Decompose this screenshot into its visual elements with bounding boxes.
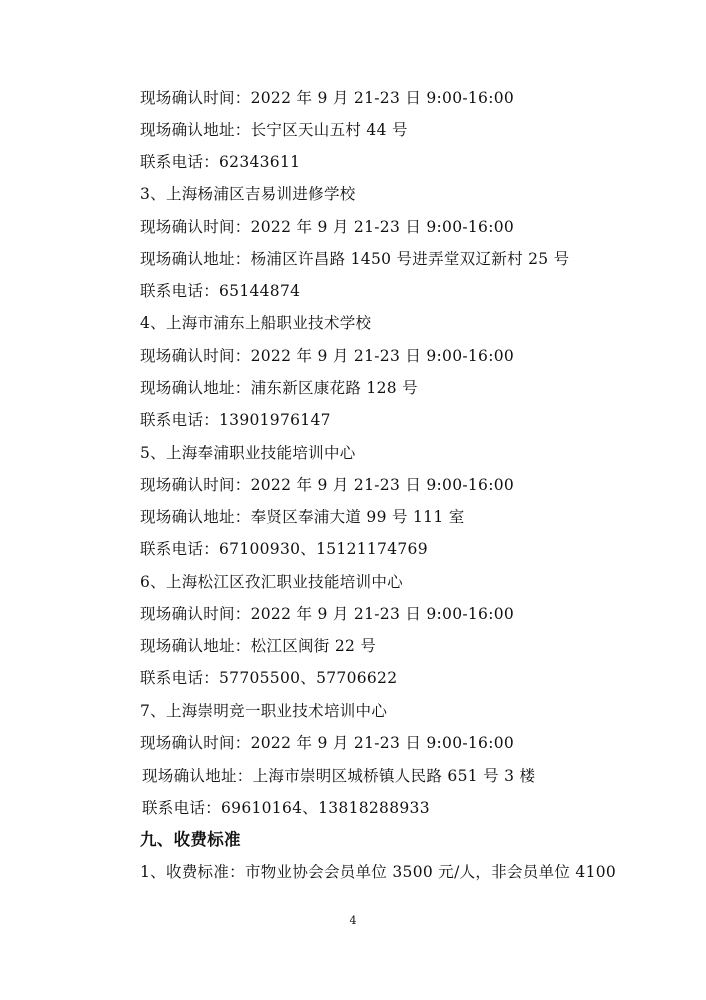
confirm-address-line: 现场确认地址：奉贤区奉浦大道 99 号 111 室 [140,508,465,526]
section-heading: 九、收费标准 [140,830,241,849]
confirm-address-line: 现场确认地址：松江区闽街 22 号 [140,637,377,655]
confirm-address-line: 现场确认地址：浦东新区康花路 128 号 [140,379,418,397]
institution-title: 6、上海松江区孜汇职业技能培训中心 [140,573,403,591]
contact-phone-line: 联系电话：57705500、57706622 [140,669,398,687]
confirm-time-line: 现场确认时间：2022 年 9 月 21-23 日 9:00-16:00 [140,605,515,623]
contact-phone-line: 联系电话：69610164、13818288933 [142,799,430,817]
institution-title: 7、上海崇明竞一职业技术培训中心 [140,702,388,720]
fee-standard-line: 1、收费标准：市物业协会会员单位 3500 元/人，非会员单位 4100 [140,863,617,881]
institution-title: 3、上海杨浦区吉易训进修学校 [140,185,356,203]
contact-phone-line: 联系电话：13901976147 [140,411,331,429]
confirm-time-line: 现场确认时间：2022 年 9 月 21-23 日 9:00-16:00 [140,476,515,494]
confirm-address-line: 现场确认地址：长宁区天山五村 44 号 [140,121,408,139]
confirm-time-line: 现场确认时间：2022 年 9 月 21-23 日 9:00-16:00 [140,347,515,365]
confirm-address-line: 现场确认地址：上海市崇明区城桥镇人民路 651 号 3 楼 [142,767,536,785]
institution-title: 5、上海奉浦职业技能培训中心 [140,444,356,462]
page-number: 4 [349,914,357,927]
confirm-time-line: 现场确认时间：2022 年 9 月 21-23 日 9:00-16:00 [140,89,515,107]
confirm-time-line: 现场确认时间：2022 年 9 月 21-23 日 9:00-16:00 [140,734,515,752]
institution-title: 4、上海市浦东上船职业技术学校 [140,314,372,332]
confirm-address-line: 现场确认地址：杨浦区许昌路 1450 号进弄堂双辽新村 25 号 [140,250,570,268]
confirm-time-line: 现场确认时间：2022 年 9 月 21-23 日 9:00-16:00 [140,218,515,236]
contact-phone-line: 联系电话：65144874 [140,282,301,300]
contact-phone-line: 联系电话：67100930、15121174769 [140,540,428,558]
contact-phone-line: 联系电话：62343611 [140,153,301,171]
